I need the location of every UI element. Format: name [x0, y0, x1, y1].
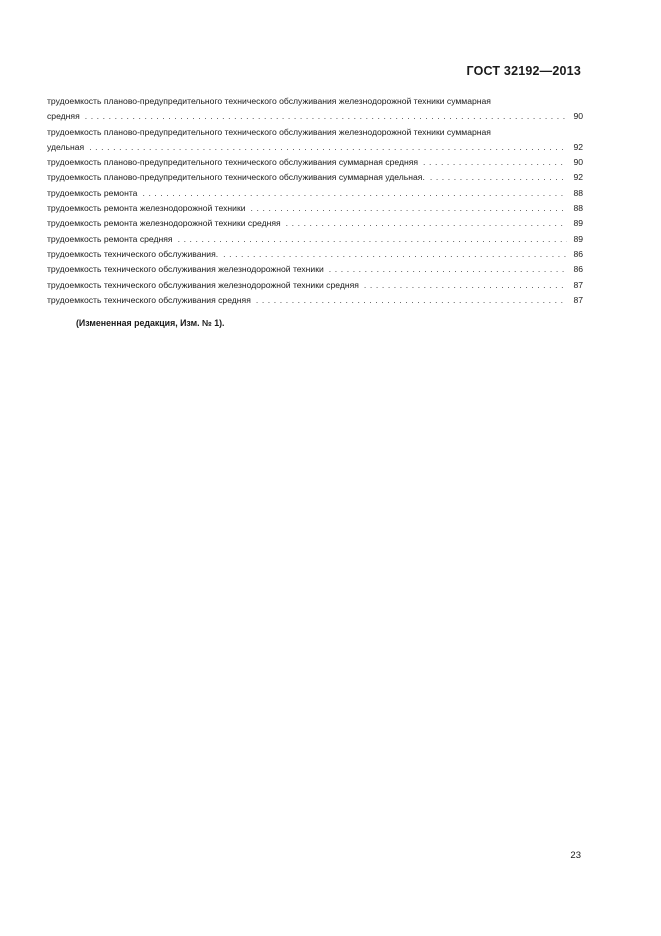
dot-leader	[364, 278, 567, 293]
index-entry-line	[47, 155, 583, 170]
index-term: трудоемкость технического обслуживания железнодорожной техники средняя	[47, 279, 359, 290]
dot-leader	[329, 262, 567, 277]
page-reference: 87	[573, 294, 583, 305]
index-entry-line	[47, 216, 583, 231]
index-entry	[47, 232, 583, 247]
index-entry-line	[47, 262, 583, 277]
index-term: трудоемкость планово-предупредительного технического обслуживания суммарная средняя	[47, 157, 419, 168]
index-entry	[47, 262, 583, 277]
index-entry	[47, 170, 583, 185]
index-entry	[47, 293, 583, 308]
dot-leader	[178, 232, 567, 247]
dot-leader	[89, 140, 567, 155]
page-reference: 92	[573, 141, 583, 152]
index-entry-line	[47, 186, 583, 201]
page-reference: 90	[573, 157, 583, 168]
index-term: трудоемкость ремонта средняя	[47, 233, 173, 244]
page-reference: 86	[573, 264, 583, 275]
page-reference: 88	[573, 203, 583, 214]
index-term: трудоемкость планово-предупредительного технического обслуживания суммарная удельная.	[47, 172, 425, 183]
page-reference: 92	[573, 172, 583, 183]
index-term: трудоемкость ремонта железнодорожной техники	[47, 203, 246, 214]
index-entry-last-line	[47, 140, 583, 155]
dot-leader	[85, 109, 567, 124]
page-reference: 89	[573, 218, 583, 229]
page-reference: 88	[573, 187, 583, 198]
index-entry-line	[47, 278, 583, 293]
index-term: трудоемкость ремонта	[47, 187, 138, 198]
index-entry-line	[47, 232, 583, 247]
dot-leader	[142, 186, 567, 201]
page-reference: 87	[573, 279, 583, 290]
index-entry-first-line: трудоемкость планово-предупредительного технического обслуживания железнодорожной техники суммарная	[47, 96, 491, 106]
dot-leader	[423, 155, 567, 170]
dot-leader	[223, 247, 567, 262]
index-entry-line	[47, 247, 583, 262]
index-entry	[47, 247, 583, 262]
index-term: трудоемкость технического обслуживания.	[47, 248, 219, 259]
index-term: средняя	[47, 111, 80, 122]
page-number: 23	[570, 850, 581, 861]
index-entry-first-line: трудоемкость планово-предупредительного технического обслуживания железнодорожной техники суммарная	[47, 126, 491, 137]
page-reference: 86	[573, 248, 583, 259]
dot-leader	[256, 293, 567, 308]
index-entry-line	[47, 201, 583, 216]
index-entry	[47, 125, 583, 156]
dot-leader	[251, 201, 567, 216]
index-entry	[47, 216, 583, 231]
index-term: трудоемкость ремонта железнодорожной техники средняя	[47, 218, 281, 229]
index-term: трудоемкость технического обслуживания железнодорожной техники	[47, 264, 324, 275]
alphabetical-index	[47, 94, 583, 308]
dot-leader	[286, 216, 567, 231]
index-entry-last-line	[47, 109, 583, 124]
index-entry-line	[47, 293, 583, 308]
index-entry-line	[47, 170, 583, 185]
index-term: удельная	[47, 141, 85, 152]
index-entry	[47, 201, 583, 216]
index-entry	[47, 94, 583, 125]
index-entry	[47, 155, 583, 170]
index-term: трудоемкость технического обслуживания средняя	[47, 294, 251, 305]
page-reference: 90	[573, 111, 583, 122]
dot-leader	[430, 170, 567, 185]
amendment-note: (Измененная редакция, Изм. № 1).	[76, 318, 225, 328]
page-reference: 89	[573, 233, 583, 244]
document-standard-id: ГОСТ 32192—2013	[466, 64, 581, 78]
index-entry	[47, 278, 583, 293]
index-entry	[47, 186, 583, 201]
